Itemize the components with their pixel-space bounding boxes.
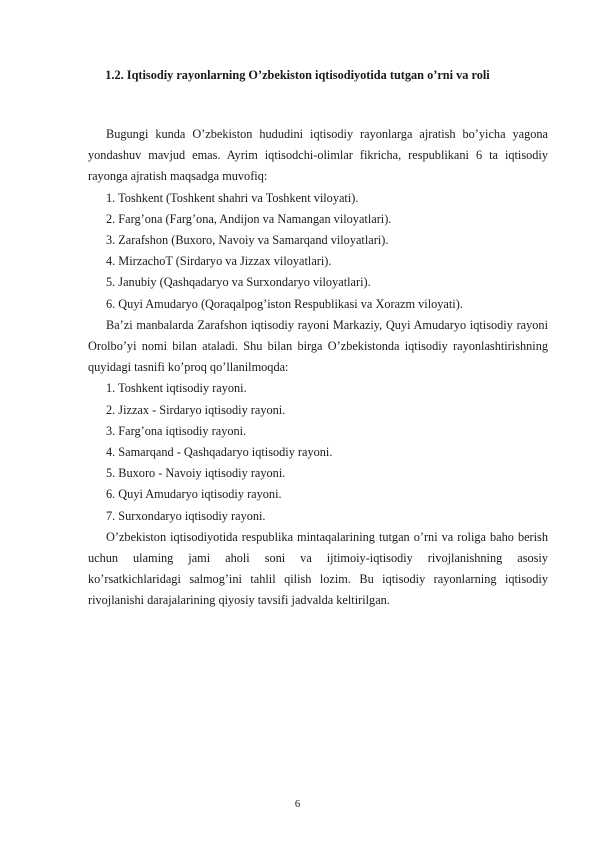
list-item: 4. Samarqand - Qashqadaryo iqtisodiy rayoni. xyxy=(106,445,333,460)
list-item: 6. Quyi Amudaryo (Qoraqalpog’iston Respublikasi va Xorazm viloyati). xyxy=(106,296,463,311)
list-item: 3. Zarafshon (Buxoro, Navoiy va Samarqand viloyatlari). xyxy=(106,233,389,248)
list-item: 4. MirzachoT (Sirdaryo va Jizzax viloyatlari). xyxy=(106,254,332,269)
list-item: 5. Buxoro - Navoiy iqtisodiy rayoni. xyxy=(106,466,286,481)
middle-paragraph: Ba’zi manbalarda Zarafshon iqtisodiy rayoni Markaziy, Quyi Amudaryo iqtisodiy rayoni Orolbo’yi nomi bilan ataladi. Shu bilan birga O’zbekistonda iqtisodiy rayonlashtirishning quyidagi tasnifi ko’proq qo’llanilmoqda: xyxy=(88,317,548,375)
list-item: 1. Toshkent iqtisodiy rayoni. xyxy=(106,381,247,396)
list-item: 3. Farg’ona iqtisodiy rayoni. xyxy=(106,423,247,438)
final-paragraph: O’zbekiston iqtisodiyotida respublika mintaqalarining tutgan o’rni va roliga baho berish uchun ulaming jami aholi soni va ijtimoiy-iqtisodiy rivojlanishning asosiy ko’rsatkichlaridagi salmog’ini tahlil qilish lozim. Bu iqtisodiy rayonlarning iqtisodiy rivojlanishi darajalarining qiyosiy tavsifi jadvalda keltirilgan. xyxy=(88,529,548,608)
list-item: 7. Surxondaryo iqtisodiy rayoni. xyxy=(106,508,266,523)
list-item: 2. Farg’ona (Farg’ona, Andijon va Namangan viloyatlari). xyxy=(106,211,392,226)
intro-paragraph: Bugungi kunda O’zbekiston hududini iqtisodiy rayonlarga ajratish bo’yicha yagona yondashuv mavjud emas. Ayrim iqtisodchi-olimlar fikricha, respublikani 6 ta iqtisodiy rayonga ajratish maqsadga muvofiq: xyxy=(88,127,548,184)
list-item: 5. Janubiy (Qashqadaryo va Surxondaryo viloyatlari). xyxy=(106,275,371,290)
list-item: 1. Toshkent (Toshkent shahri va Toshkent viloyati). xyxy=(106,190,359,205)
page-number: 6 xyxy=(294,799,301,810)
list-item: 6. Quyi Amudaryo iqtisodiy rayoni. xyxy=(106,487,282,502)
list-item: 2. Jizzax - Sirdaryo iqtisodiy rayoni. xyxy=(106,402,286,417)
document-body xyxy=(88,124,548,612)
section-title: 1.2. Iqtisodiy rayonlarning O’zbekiston iqtisodiyotida tutgan o’rni va roli xyxy=(105,68,490,82)
